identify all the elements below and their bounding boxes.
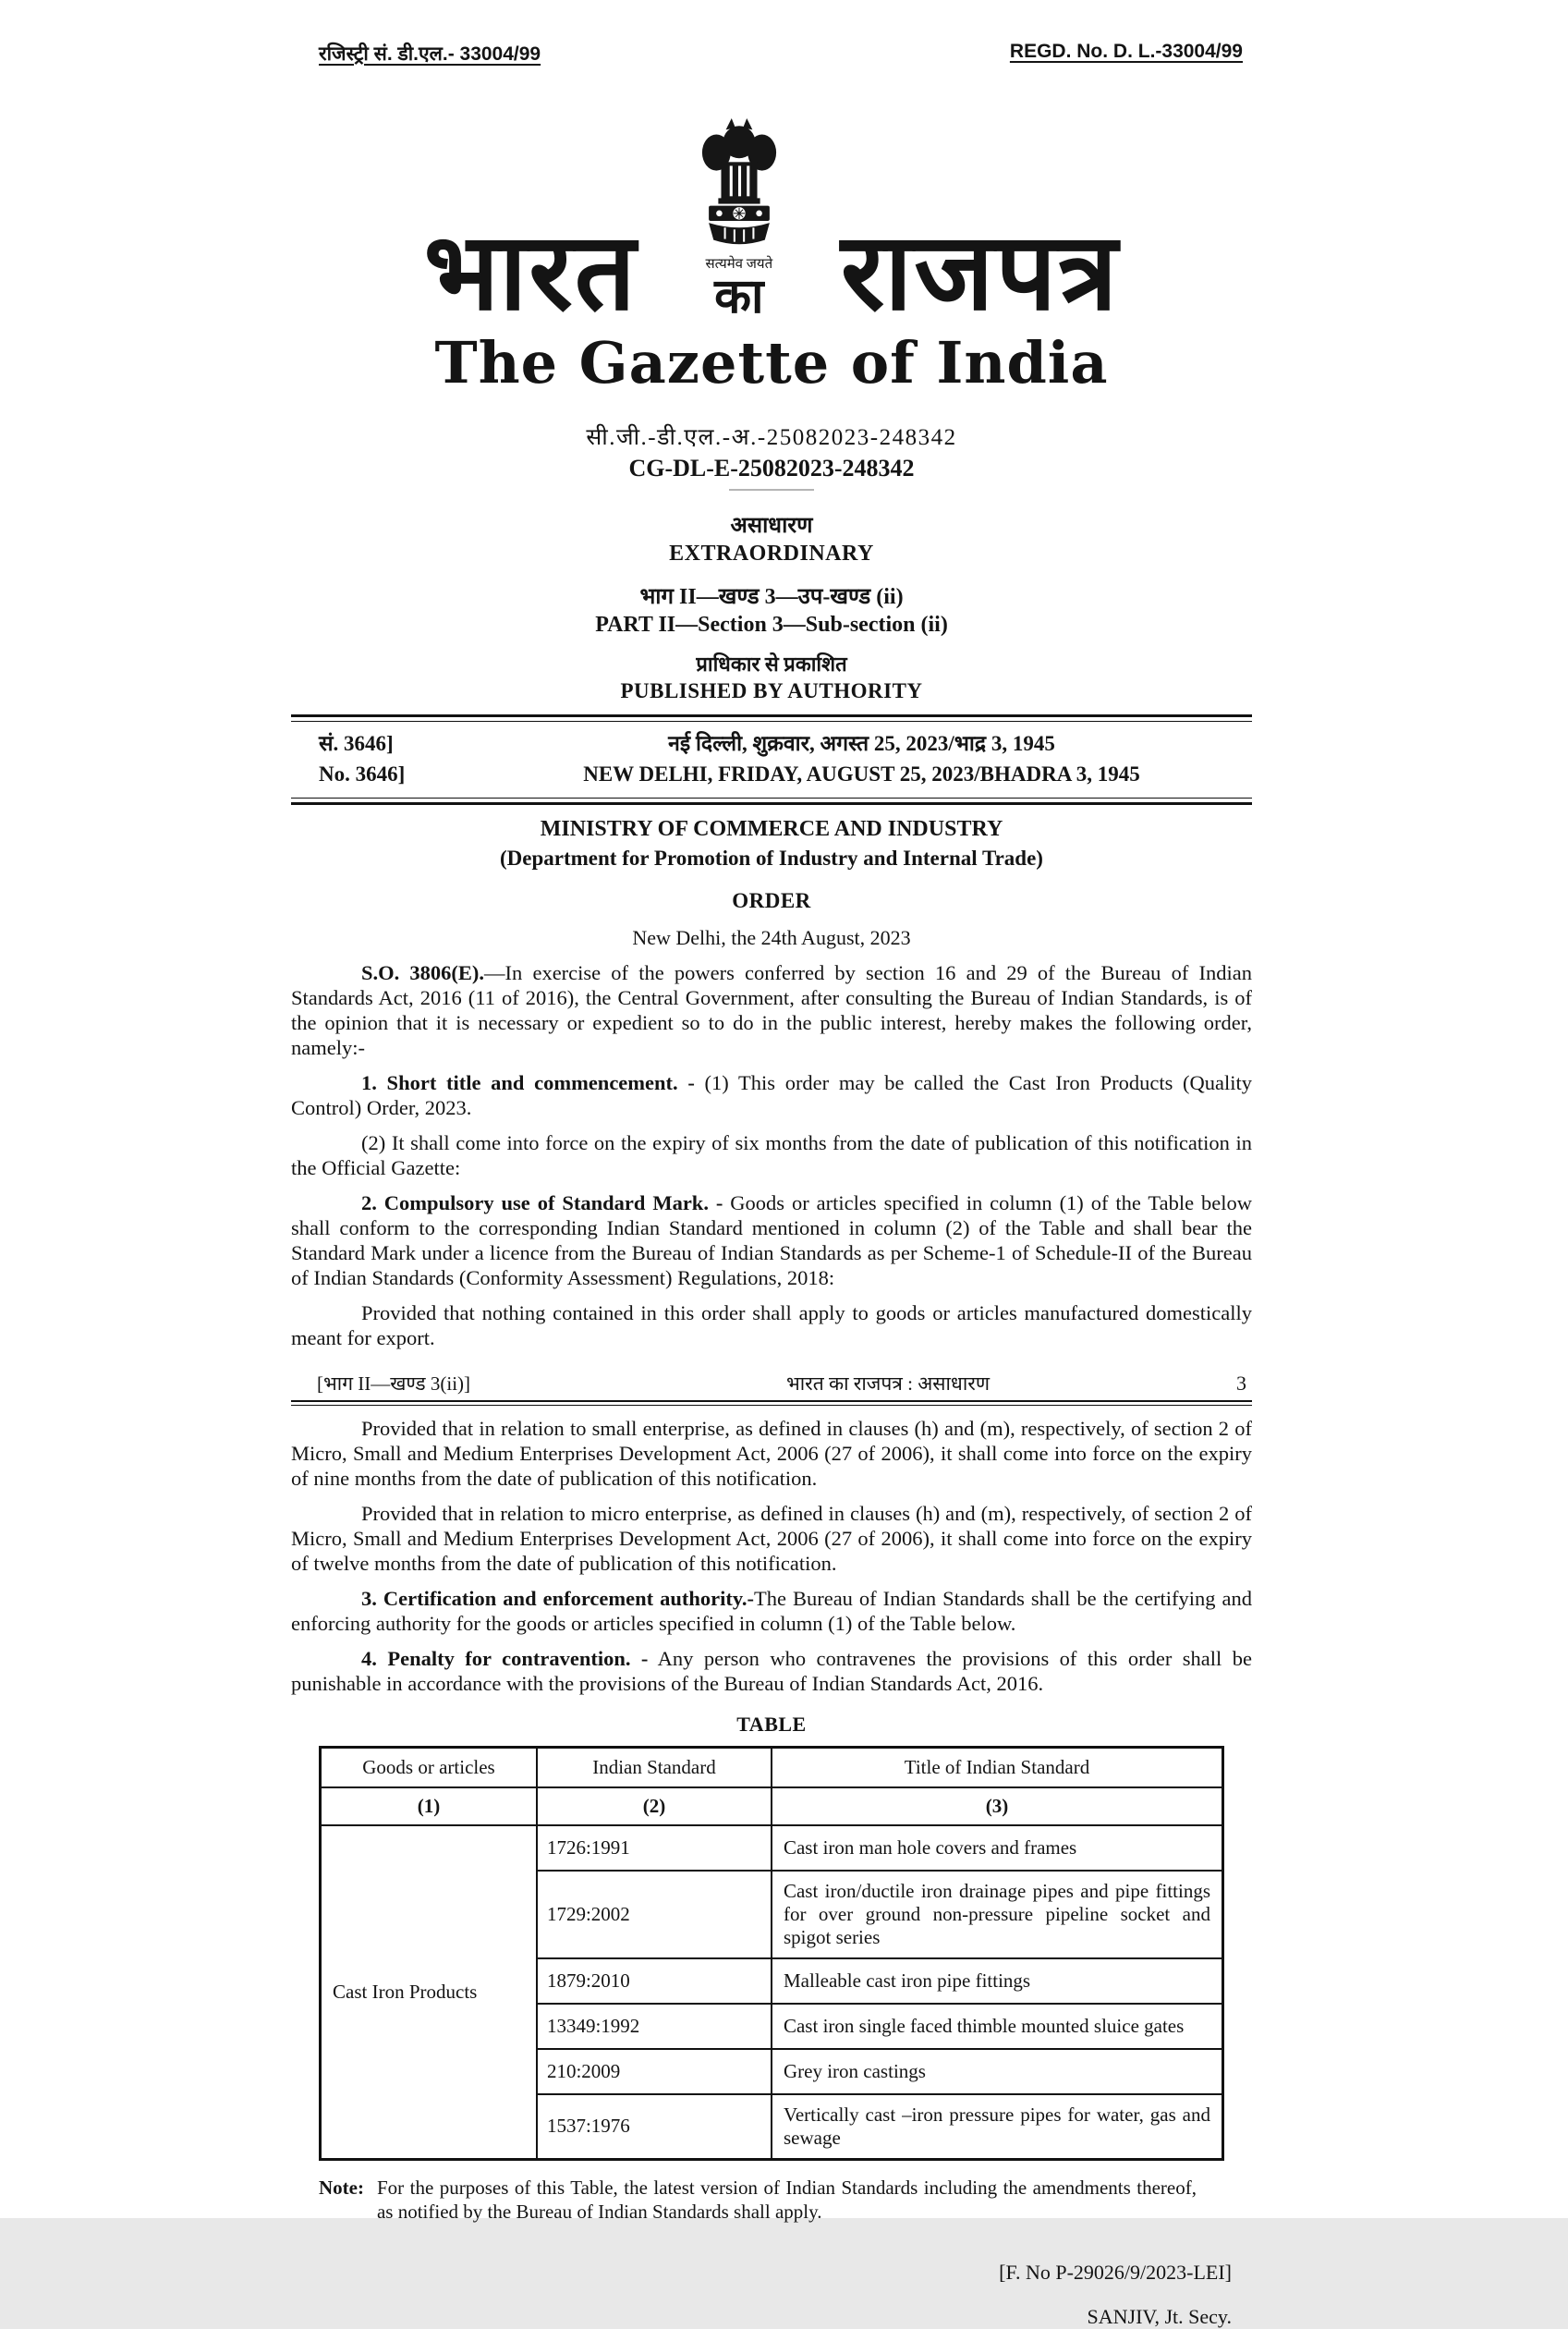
title-cell: Cast iron man hole covers and frames	[772, 1825, 1223, 1871]
registration-row	[291, 0, 1252, 67]
note-label: Note:	[319, 2176, 364, 2199]
edition-block	[291, 509, 1252, 703]
standards-table	[319, 1746, 1224, 2161]
title-cell: Grey iron castings	[772, 2049, 1223, 2094]
extraordinary-english: EXTRAORDINARY	[669, 541, 874, 566]
standard-cell: 13349:1992	[537, 2004, 772, 2049]
table-row	[321, 1825, 1223, 1871]
proviso-export-paragraph: Provided that nothing contained in this order shall apply to goods or articles manufactured domestically meant for export.	[291, 1300, 1252, 1349]
cg-code-english: CG-DL-E-25082023-248342	[628, 454, 915, 482]
page3-part-ref: [भाग II—खण्ड 3(ii)]	[317, 1372, 471, 1395]
part-line-hindi: भाग II—खण्ड 3—उप-खण्ड (ii)	[639, 584, 904, 609]
page3-header-row	[291, 1371, 1252, 1396]
colnum-2: (2)	[537, 1787, 772, 1825]
issue-date-english: NEW DELHI, FRIDAY, AUGUST 25, 2023/BHADRA 3, 1945	[583, 762, 1140, 786]
issue-number-english: No. 3646]	[319, 762, 406, 786]
gazette-title-english: The Gazette of India	[434, 328, 1109, 396]
table-header-row	[321, 1747, 1223, 1787]
header-standard: Indian Standard	[537, 1747, 772, 1787]
page3-page-number: 3	[1236, 1371, 1246, 1395]
clause-2-paragraph: 2. Compulsory use of Standard Mark. - Goods or articles specified in column (1) of the Table below shall conform to the corresponding Indian Standard mentioned in column (2) of the Table and shall bear the Standard Mark under a licence from the Bureau of Indian Standards as per Scheme-1 of Schedule-II of the Bureau of Indian Standards (Conformity Assessment) Regulations, 2018:	[291, 1190, 1252, 1289]
clause-3-paragraph: 3. Certification and enforcement authority.-The Bureau of Indian Standards shall be the certifying and enforcing authority for the goods or articles specified in column (1) of the Table below.	[291, 1586, 1252, 1635]
proviso-small-enterprise: Provided that in relation to small enterprise, as defined in clauses (h) and (m), respectively, of section 2 of Micro, Small and Medium Enterprises Development Act, 2006 (27 of 2006), it shall come into force on the expiry of nine months from the date of publication of this notification.	[291, 1416, 1252, 1490]
double-rule-bottom	[291, 798, 1252, 805]
order-heading: ORDER	[732, 888, 811, 912]
authority-line-english: PUBLISHED BY AUTHORITY	[620, 678, 923, 702]
file-number: [F. No P-29026/9/2023-LEI]	[999, 2260, 1232, 2284]
standard-cell: 1726:1991	[537, 1825, 772, 1871]
issue-date-hindi: नई दिल्ली, शुक्रवार, अगस्त 25, 2023/भाद्र 3, 1945	[668, 731, 1055, 755]
clause-1-sub2-paragraph: (2) It shall come into force on the expiry of six months from the date of publication of this notification in the Official Gazette:	[291, 1130, 1252, 1179]
ministry-heading: MINISTRY OF COMMERCE AND INDUSTRY	[540, 816, 1003, 841]
extraordinary-hindi: असाधारण	[730, 513, 813, 538]
authority-line-hindi: प्राधिकार से प्रकाशित	[696, 652, 847, 676]
ashoka-emblem-icon	[682, 116, 796, 253]
masthead-title-hindi-left: भारत	[423, 213, 638, 333]
note-text: For the purposes of this Table, the latest version of Indian Standards including the amendments thereof, as notified by the Bureau of Indian Standards shall apply.	[376, 2176, 1197, 2223]
issue-row-hindi	[319, 728, 1252, 759]
emblem-motto: सत्यमेव जयते	[705, 257, 773, 272]
divider	[729, 489, 814, 491]
department-heading: (Department for Promotion of Industry and Internal Trade)	[500, 846, 1043, 870]
registry-number-hindi: रजिस्ट्री सं. डी.एल.- 33004/99	[319, 43, 541, 65]
clause-1-paragraph: 1. Short title and commencement. - (1) This order may be called the Cast Iron Products (Quality Control) Order, 2023.	[291, 1070, 1252, 1119]
page3-double-rule	[291, 1400, 1252, 1406]
title-cell: Cast iron/ductile iron drainage pipes and pipe fittings for over ground non-pressure pipeline socket and spigot series	[772, 1871, 1223, 1958]
masthead-emblem-block	[662, 116, 817, 323]
clause-4-paragraph: 4. Penalty for contravention. - Any person who contravenes the provisions of this order shall be punishable in accordance with the provisions of the Bureau of Indian Standards Act, 2016.	[291, 1646, 1253, 1695]
signatory-name: SANJIV, Jt. Secy.	[1087, 2304, 1232, 2328]
standard-cell: 1537:1976	[537, 2094, 772, 2160]
title-cell: Cast iron single faced thimble mounted sluice gates	[772, 2004, 1223, 2049]
issue-strip	[291, 714, 1252, 805]
note-block	[319, 2176, 1197, 2224]
table-colnum-row	[321, 1787, 1223, 1825]
double-rule-top	[291, 714, 1252, 722]
colnum-1: (1)	[321, 1787, 537, 1825]
signature-block	[291, 2261, 1232, 2329]
issue-rows	[291, 722, 1252, 798]
colnum-3: (3)	[772, 1787, 1223, 1825]
registry-number-english: REGD. No. D. L.-33004/99	[1009, 41, 1243, 62]
goods-cell: Cast Iron Products	[321, 1825, 537, 2160]
issue-number-hindi: सं. 3646]	[319, 731, 394, 755]
so-paragraph: S.O. 3806(E).—In exercise of the powers conferred by section 16 and 29 of the Bureau of Indian Standards Act, 2016 (11 of 2016), the Central Government, after consulting the Bureau of Indian Standards, is of the opinion that it is necessary or expedient so to do in the public interest, hereby makes the following order, namely:-	[291, 960, 1252, 1059]
standard-cell: 1729:2002	[537, 1871, 772, 1958]
standard-cell: 210:2009	[537, 2049, 772, 2094]
so-number: S.O. 3806(E).	[361, 960, 485, 984]
masthead-title-hindi-right: राजपत्र	[840, 213, 1120, 333]
title-cell: Vertically cast –iron pressure pipes for water, gas and sewage	[772, 2094, 1223, 2160]
proviso-micro-enterprise: Provided that in relation to micro enterprise, as defined in clauses (h) and (m), respectively, of section 2 of Micro, Small and Medium Enterprises Development Act, 2006 (27 of 2006), it shall come into force on the expiry of twelve months from the date of publication of this notification.	[291, 1501, 1252, 1575]
cg-code-block	[291, 421, 1252, 491]
page3-title: भारत का राजपत्र : असाधारण	[785, 1372, 991, 1395]
issue-row-english	[319, 759, 1252, 789]
title-cell: Malleable cast iron pipe fittings	[772, 1958, 1223, 2004]
page3-header-strip	[291, 1371, 1252, 1406]
header-title: Title of Indian Standard	[772, 1747, 1223, 1787]
masthead-title-hindi-middle: का	[714, 271, 764, 323]
part-line-english: PART II—Section 3—Sub-section (ii)	[595, 612, 948, 637]
masthead	[291, 116, 1252, 333]
place-date-line: New Delhi, the 24th August, 2023	[632, 925, 911, 949]
standard-cell: 1879:2010	[537, 1958, 772, 2004]
header-goods: Goods or articles	[321, 1747, 537, 1787]
cg-code-hindi: सी.जी.-डी.एल.-अ.-25082023-248342	[586, 424, 957, 450]
page-content	[291, 0, 1252, 2329]
table-heading: TABLE	[736, 1712, 807, 1736]
